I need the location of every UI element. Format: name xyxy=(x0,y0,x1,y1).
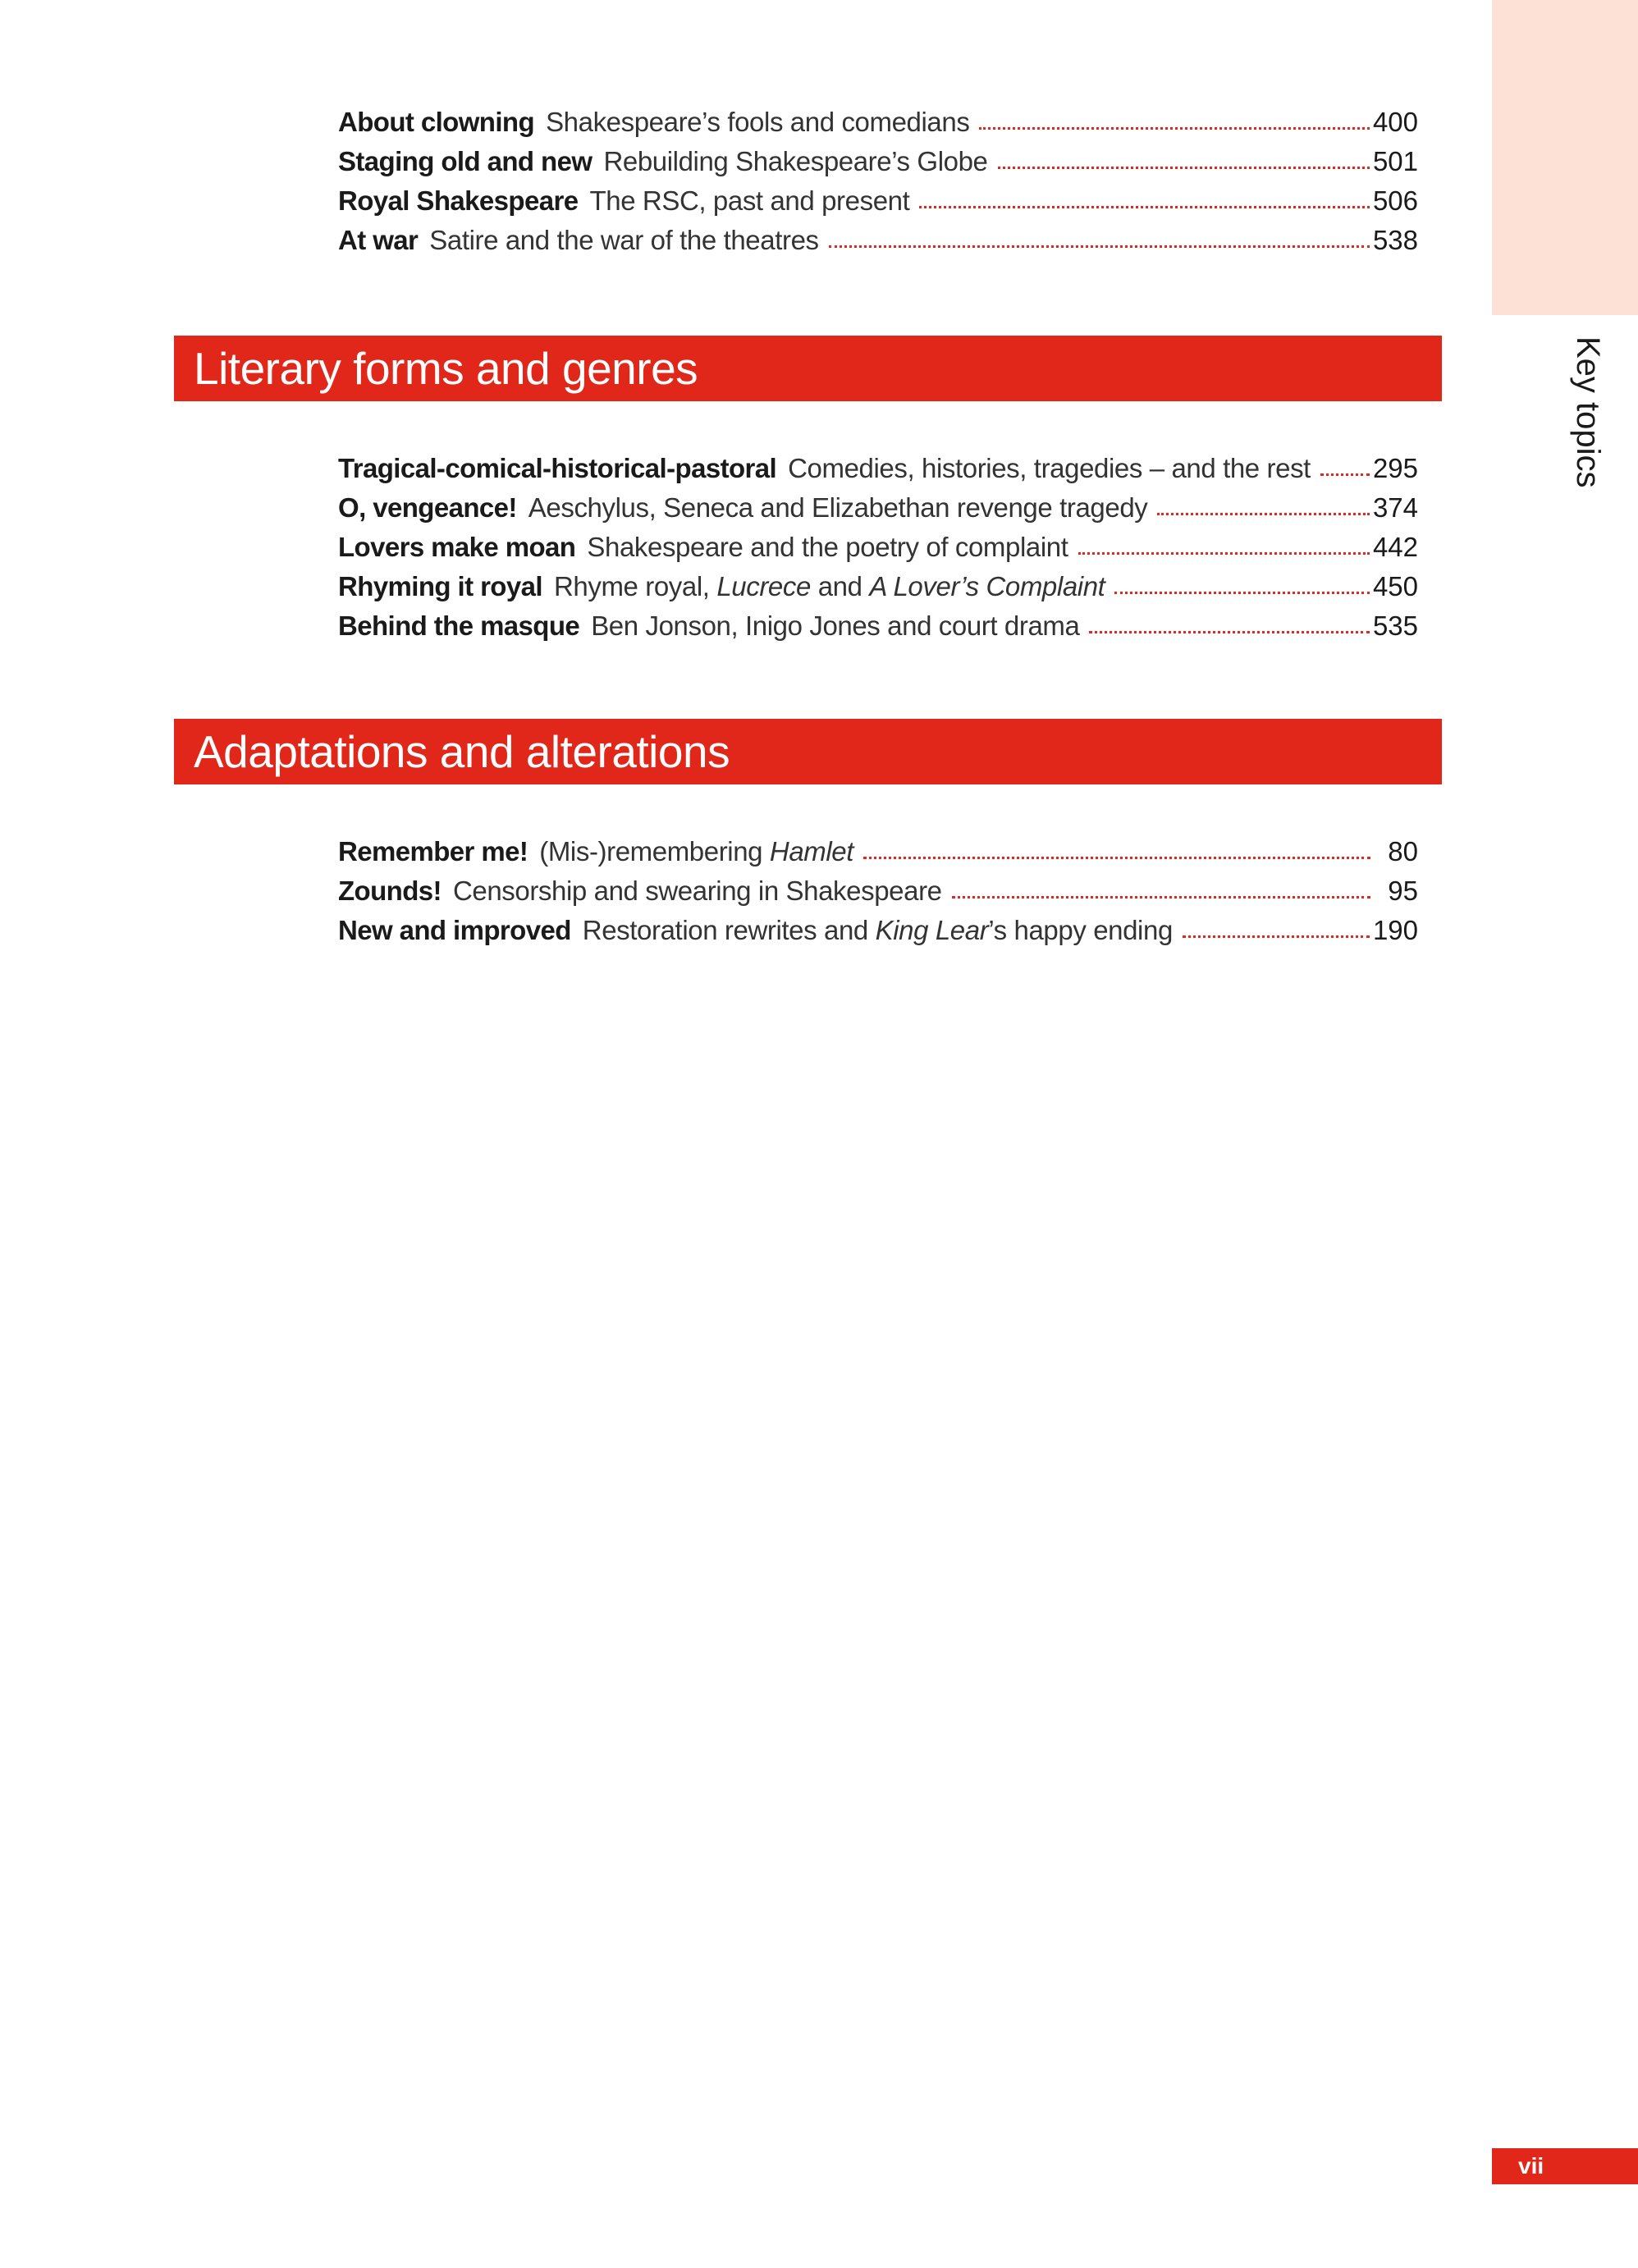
toc-entry-desc: Comedies, histories, tragedies – and the rest xyxy=(788,453,1311,483)
toc-entry[interactable] xyxy=(338,571,1418,610)
toc-entry-page: 80 xyxy=(1388,836,1418,867)
toc-entry-desc: Rhyme royal, Lucrece and A Lover’s Complaint xyxy=(553,571,1105,601)
toc-entry-page: 190 xyxy=(1372,915,1418,945)
toc-entry-title: Lovers make moan xyxy=(338,532,576,562)
page-number: vii xyxy=(1492,2148,1638,2184)
toc-entry-title: Tragical-comical-historical-pastoral xyxy=(338,453,777,483)
toc-entry-title: O, vengeance! xyxy=(338,492,517,523)
toc-entry[interactable] xyxy=(338,836,1418,876)
side-tab-label: Key topics xyxy=(1570,336,1606,488)
dot-leader xyxy=(863,857,1370,859)
toc-entry-title: Zounds! xyxy=(338,876,442,906)
toc-entry-desc: Satire and the war of the theatres xyxy=(429,225,819,255)
dot-leader xyxy=(952,896,1370,899)
toc-entry-page: 442 xyxy=(1372,532,1418,562)
toc-entry-title: Rhyming it royal xyxy=(338,571,542,601)
toc-entry[interactable] xyxy=(338,915,1418,954)
toc-entry[interactable] xyxy=(338,532,1418,571)
toc-entry[interactable] xyxy=(338,225,1418,264)
toc-entry-title: Behind the masque xyxy=(338,610,580,641)
dot-leader xyxy=(1320,473,1370,476)
dot-leader xyxy=(1183,935,1370,938)
toc-entry-page: 535 xyxy=(1372,610,1418,641)
section-heading-literary-forms: Literary forms and genres xyxy=(174,336,1442,401)
section-heading-adaptations: Adaptations and alterations xyxy=(174,719,1442,784)
toc-entry-page: 450 xyxy=(1372,571,1418,601)
dot-leader xyxy=(1089,631,1369,633)
toc-entry-page: 295 xyxy=(1372,453,1418,483)
toc-entry[interactable] xyxy=(338,185,1418,225)
toc-entry-page: 374 xyxy=(1372,492,1418,523)
toc-entry-page: 501 xyxy=(1372,146,1418,176)
dot-leader xyxy=(1114,592,1370,594)
dot-leader xyxy=(829,245,1370,248)
toc-entry-title: At war xyxy=(338,225,419,255)
toc-entry[interactable] xyxy=(338,146,1418,185)
side-tab xyxy=(1492,0,1638,315)
toc-entry[interactable] xyxy=(338,492,1418,532)
toc-entry-desc: Censorship and swearing in Shakespeare xyxy=(452,876,942,906)
toc-entry-title: Royal Shakespeare xyxy=(338,185,579,216)
toc-entry-desc: Rebuilding Shakespeare’s Globe xyxy=(603,146,988,176)
toc-entry-desc: Restoration rewrites and King Lear’s happy ending xyxy=(582,915,1173,945)
toc-entry-desc: The RSC, past and present xyxy=(589,185,910,216)
dot-leader xyxy=(1157,513,1370,515)
toc-entry[interactable] xyxy=(338,610,1418,650)
toc-entry-title: Staging old and new xyxy=(338,146,593,176)
toc-list-continued xyxy=(338,107,1418,264)
dot-leader xyxy=(919,206,1370,208)
dot-leader xyxy=(998,167,1370,169)
dot-leader xyxy=(979,127,1370,130)
toc-entry-page: 400 xyxy=(1372,107,1418,137)
toc-list-literary-forms xyxy=(338,453,1418,650)
toc-entry-desc: Shakespeare’s fools and comedians xyxy=(546,107,970,137)
toc-entry-page: 95 xyxy=(1388,876,1418,906)
toc-entry-page: 506 xyxy=(1372,185,1418,216)
toc-entry[interactable] xyxy=(338,876,1418,915)
toc-entry[interactable] xyxy=(338,107,1418,146)
toc-entry-desc: Ben Jonson, Inigo Jones and court drama xyxy=(591,610,1080,641)
toc-entry-desc: Aeschylus, Seneca and Elizabethan revenge tragedy xyxy=(528,492,1148,523)
toc-list-adaptations xyxy=(338,836,1418,954)
toc-entry-desc: (Mis-)remembering Hamlet xyxy=(539,836,854,867)
toc-entry[interactable] xyxy=(338,453,1418,492)
toc-entry-title: Remember me! xyxy=(338,836,528,867)
dot-leader xyxy=(1078,552,1370,555)
toc-entry-page: 538 xyxy=(1372,225,1418,255)
toc-entry-desc: Shakespeare and the poetry of complaint xyxy=(587,532,1068,562)
toc-entry-title: About clowning xyxy=(338,107,535,137)
toc-entry-title: New and improved xyxy=(338,915,571,945)
